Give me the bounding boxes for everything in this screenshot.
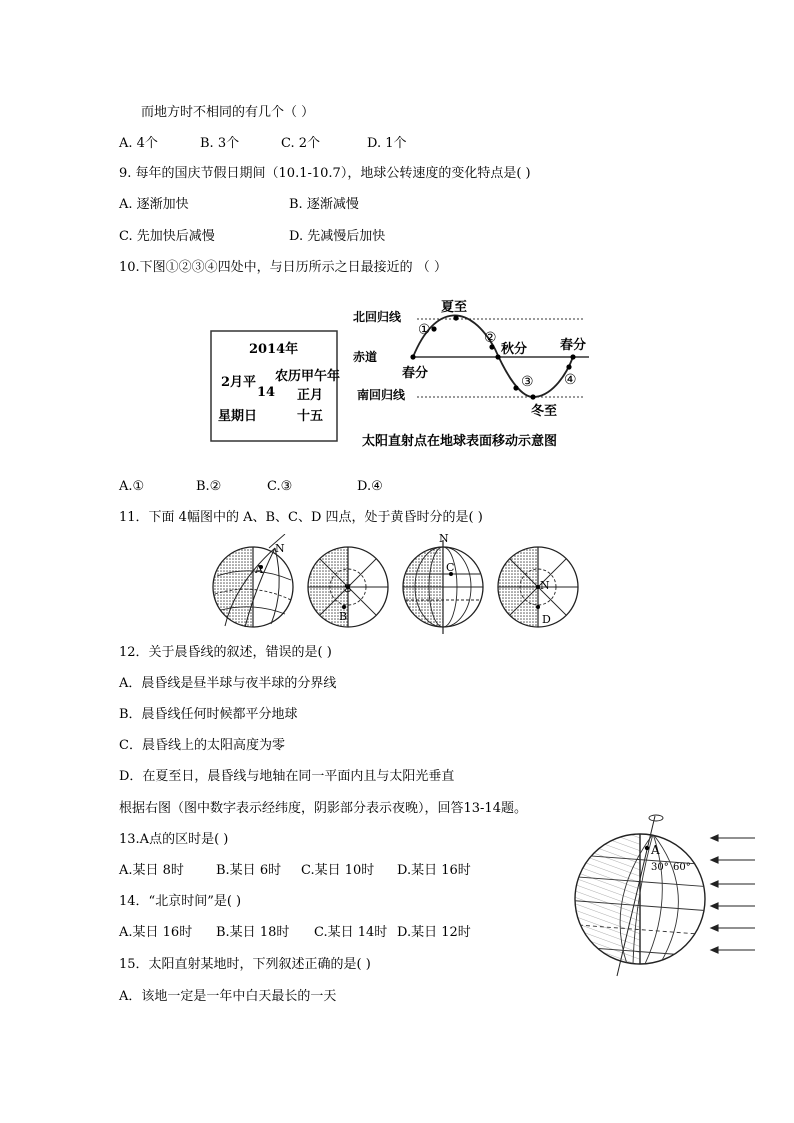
calendar-month: 2月平 bbox=[221, 375, 257, 390]
q8-option-a: A. 4个 bbox=[119, 136, 158, 151]
point-4 bbox=[566, 364, 571, 369]
q10-option-d: D.④ bbox=[357, 479, 383, 494]
q14-option-d: D.某日 12时 bbox=[397, 925, 471, 940]
point-summer bbox=[453, 315, 458, 320]
globe-1 bbox=[213, 534, 293, 627]
q13-option-d: D.某日 16时 bbox=[397, 863, 471, 878]
q12-option-b: B．晨昏线任何时候都平分地球 bbox=[119, 707, 298, 722]
globe4-n: N bbox=[540, 579, 550, 592]
q10-figure bbox=[205, 293, 595, 458]
q10-option-c: C.③ bbox=[267, 479, 293, 494]
q13-option-c: C.某日 10时 bbox=[301, 863, 375, 878]
globe1-n: N bbox=[275, 542, 285, 555]
label-summer: 夏至 bbox=[441, 300, 468, 315]
label-m1: ① bbox=[418, 322, 431, 338]
globe2-s: S bbox=[344, 582, 352, 595]
q13-stem: 13.A点的区时是( ) bbox=[119, 832, 229, 847]
calendar-lunar-year: 农历甲午年 bbox=[275, 369, 341, 384]
label-winter: 冬至 bbox=[531, 404, 558, 419]
label-60deg: 60° bbox=[673, 862, 691, 873]
q9-option-b: B. 逐渐减慢 bbox=[289, 197, 359, 212]
label-m4: ④ bbox=[564, 372, 577, 388]
label-30deg: 30° bbox=[651, 862, 669, 873]
q12-option-d: D．在夏至日，晨昏线与地轴在同一平面内且与太阳光垂直 bbox=[119, 769, 455, 784]
q14-stem: 14．“北京时间”是( ) bbox=[119, 894, 242, 909]
calendar-weekday: 星期日 bbox=[218, 409, 258, 424]
q13-14-globe-figure bbox=[565, 804, 760, 984]
point-spring-start bbox=[410, 354, 415, 359]
calendar-lunar-month: 正月 bbox=[297, 388, 324, 403]
q14-option-b: B.某日 18时 bbox=[216, 925, 290, 940]
q10-option-b: B.② bbox=[196, 479, 222, 494]
label-equator: 赤道 bbox=[353, 350, 378, 364]
night-hemisphere bbox=[575, 834, 640, 964]
q12-stem: 12．关于晨昏线的叙述，错误的是( ) bbox=[119, 645, 332, 660]
q10-option-a: A.① bbox=[119, 479, 145, 494]
q14-option-a: A.某日 16时 bbox=[119, 925, 193, 940]
q12-option-a: A．晨昏线是昼半球与夜半球的分界线 bbox=[119, 676, 337, 691]
q9-option-c: C. 先加快后减慢 bbox=[119, 229, 215, 244]
sun-path-curve bbox=[413, 315, 573, 397]
label-spring-end: 春分 bbox=[560, 338, 587, 353]
sun-rays bbox=[711, 835, 755, 953]
globe-3 bbox=[403, 534, 483, 634]
point-autumn bbox=[495, 354, 500, 359]
globe1-a: A bbox=[255, 563, 263, 576]
label-m2: ② bbox=[484, 330, 497, 346]
figure-caption: 太阳直射点在地球表面移动示意图 bbox=[362, 434, 558, 449]
q10-stem: 10.下图①②③④四处中，与日历所示之日最接近的 （ ） bbox=[119, 260, 447, 275]
point-a bbox=[645, 846, 649, 850]
point-3 bbox=[513, 385, 518, 390]
point-winter bbox=[530, 394, 535, 399]
rotation-icon bbox=[649, 815, 663, 821]
q8-option-c: C. 2个 bbox=[281, 136, 321, 151]
q15-stem: 15．太阳直射某地时，下列叙述正确的是( ) bbox=[119, 957, 371, 972]
label-tropic-south: 南回归线 bbox=[357, 388, 406, 402]
label-a: A bbox=[651, 843, 660, 857]
label-tropic-north: 北回归线 bbox=[353, 310, 402, 324]
q13-option-b: B.某日 6时 bbox=[216, 863, 282, 878]
q9-stem: 9. 每年的国庆节假日期间（10.1-10.7），地球公转速度的变化特点是( ) bbox=[119, 166, 531, 181]
q15-option-a: A．该地一定是一年中白天最长的一天 bbox=[119, 989, 337, 1004]
label-autumn: 秋分 bbox=[501, 342, 528, 357]
q13-option-a: A.某日 8时 bbox=[119, 863, 184, 878]
label-spring-start: 春分 bbox=[402, 366, 429, 381]
q9-option-a: A. 逐渐加快 bbox=[119, 197, 189, 212]
q11-figures bbox=[205, 534, 585, 634]
globe4-d: D bbox=[542, 613, 551, 626]
q9-option-d: D. 先减慢后加快 bbox=[289, 229, 386, 244]
label-m3: ③ bbox=[521, 374, 534, 390]
globe-2 bbox=[308, 547, 388, 627]
point-1 bbox=[431, 326, 436, 331]
q8-option-b: B. 3个 bbox=[200, 136, 240, 151]
q14-option-c: C.某日 14时 bbox=[314, 925, 388, 940]
calendar-year: 2014年 bbox=[249, 342, 299, 357]
globe3-c: C bbox=[446, 561, 455, 574]
calendar-day: 14 bbox=[257, 385, 276, 400]
q8-option-d: D. 1个 bbox=[367, 136, 407, 151]
q12-option-c: C．晨昏线上的太阳高度为零 bbox=[119, 738, 285, 753]
globe2-b: B bbox=[339, 610, 348, 623]
point-spring-end bbox=[570, 354, 575, 359]
calendar-lunar-day: 十五 bbox=[297, 409, 324, 424]
globe3-n: N bbox=[439, 534, 449, 545]
q11-stem: 11．下面 4幅图中的 A、B、C、D 四点，处于黄昏时分的是( ) bbox=[119, 510, 483, 525]
q8-stem-cont: 而地方时不相同的有几个（ ） bbox=[141, 105, 315, 120]
globe-4 bbox=[498, 547, 578, 627]
q13-14-intro: 根据右图（图中数字表示经纬度，阴影部分表示夜晚），回答13-14题。 bbox=[119, 801, 527, 816]
